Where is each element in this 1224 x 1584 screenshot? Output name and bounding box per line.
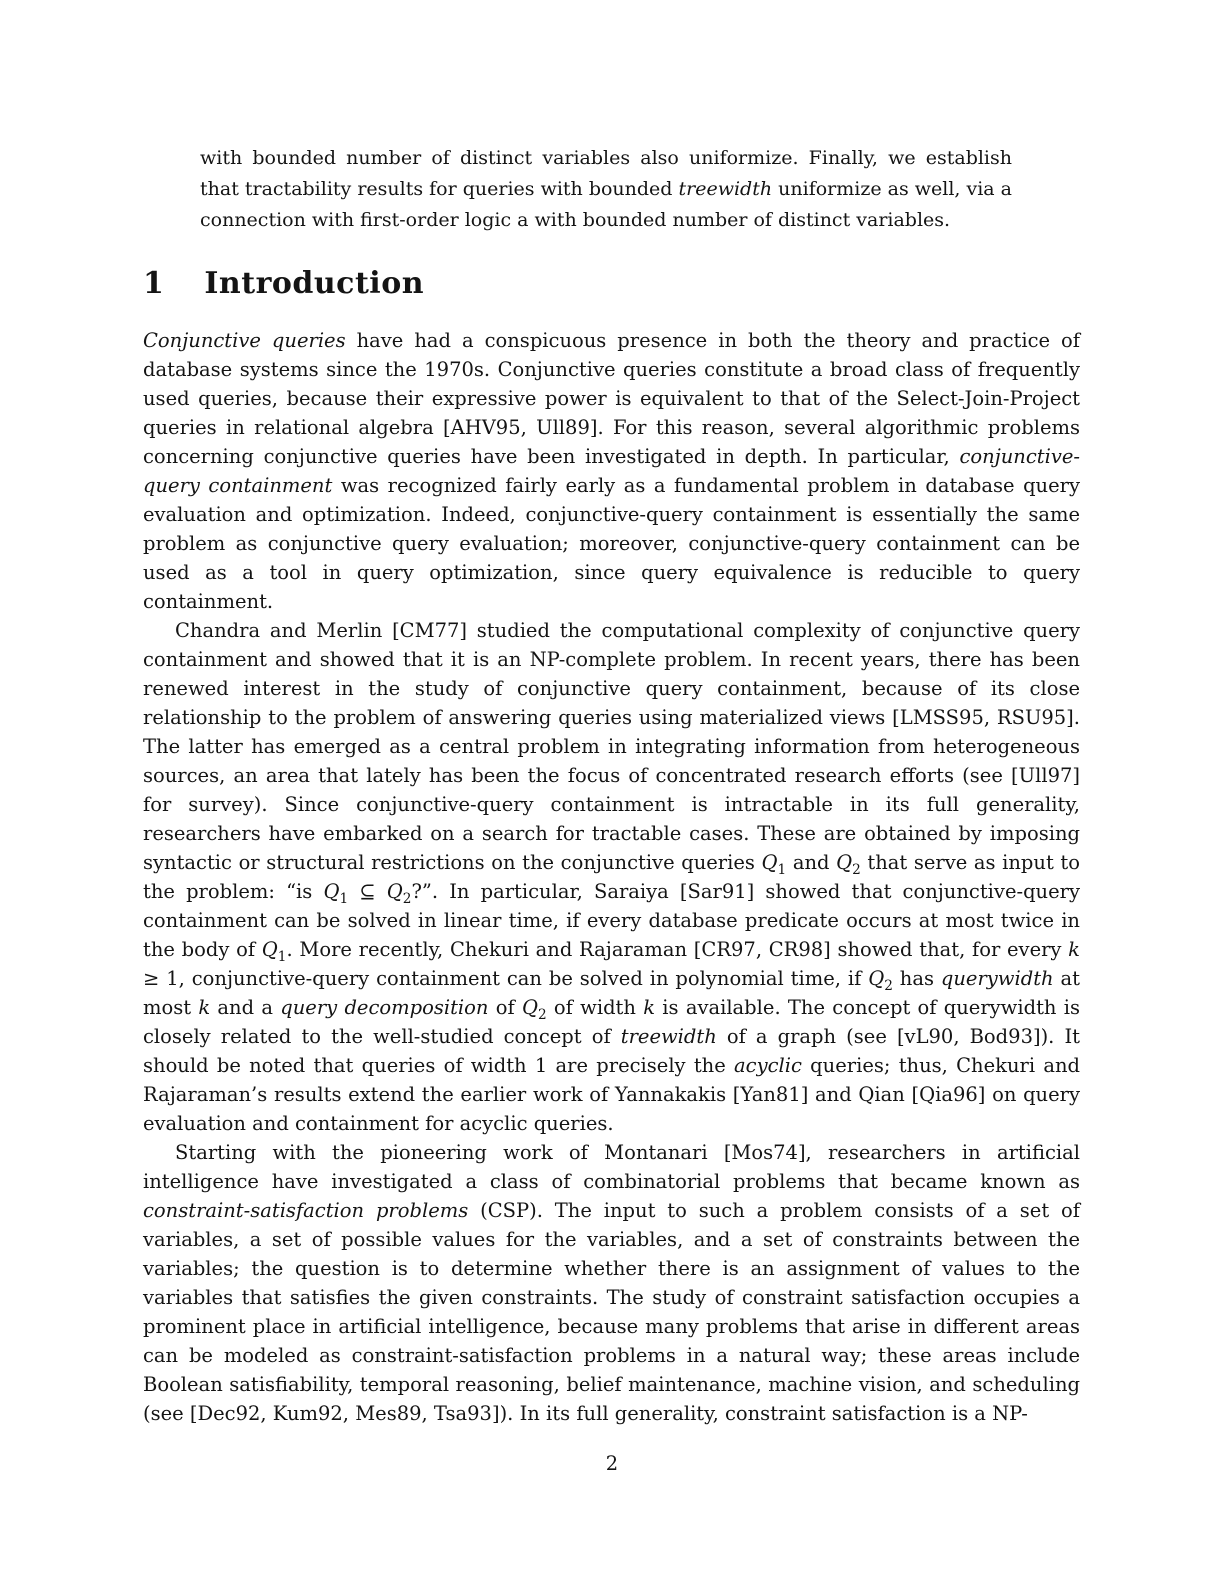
italic-text: k — [198, 996, 211, 1019]
paragraph — [143, 616, 1080, 1138]
text-run: at most — [143, 967, 1080, 1019]
text-run: have had a conspicuous presence in both the theory and practice of database systems since the 1970s. Conjunctive queries constitute a broad class of frequently used queries, because their expressive power is equivalent to that of the Select-Join-Project queries in relational algebra [AHV95, Ull89]. For this reason, several algorithmic problems concerning conjunctive queries have been investigated in depth. In particular, — [143, 329, 1080, 468]
italic-text: constraint-satisfaction problems — [143, 1199, 469, 1222]
section-title: Introduction — [204, 266, 425, 301]
italic-text: Q — [386, 880, 403, 903]
text-run: and — [786, 851, 837, 874]
text-run: ?”. In particular, Saraiya [Sar91] showed that conjunctive-query containment can be solved in linear time, if every database predicate occurs at most twice in the body of — [143, 880, 1080, 961]
italic-text: k — [643, 996, 656, 1019]
italic-text: treewidth — [620, 1025, 717, 1048]
text-run: uniformize as well, via a connection with first-order logic a with bounded number of distinct variables. — [200, 178, 1013, 231]
italic-text: Conjunctive queries — [143, 329, 346, 352]
text-run: with bounded number of distinct variables also uniformize. Finally, we establish that tractability results for queries with bounded — [200, 147, 1012, 200]
italic-text: Q — [521, 996, 538, 1019]
text-run: of a graph (see [vL90, Bod93]). It should be noted that queries of width 1 are precisely the — [143, 1025, 1081, 1077]
italic-text: Q — [836, 851, 853, 874]
italic-text: querywidth — [940, 967, 1054, 990]
text-run: of width — [546, 996, 644, 1019]
subscript: 1 — [339, 890, 349, 907]
italic-text: k — [1068, 938, 1080, 961]
paragraph — [143, 1138, 1080, 1428]
text-run: ≥ 1, conjunctive-query containment can be solved in polynomial time, if — [143, 967, 869, 990]
text-run: Starting with the pioneering work of Montanari [Mos74], researchers in artificial intelligence have investigated a class of combinatorial problems that became known as — [143, 1141, 1080, 1193]
italic-text: treewidth — [678, 178, 773, 200]
text-run: and a — [210, 996, 281, 1019]
subscript: 2 — [537, 1006, 547, 1023]
italic-text: Q — [261, 938, 278, 961]
italic-text: Q — [868, 967, 885, 990]
introduction-body — [143, 326, 1080, 1428]
text-run: has — [892, 967, 941, 990]
page-number: 2 — [605, 1452, 619, 1475]
italic-text: conjunctive-query containment — [143, 445, 1080, 497]
section-heading — [143, 266, 424, 301]
subscript: 1 — [777, 861, 787, 878]
text-run: is available. The concept of querywidth is closely related to the well-studied concept of — [143, 996, 1080, 1048]
italic-text: Q — [761, 851, 778, 874]
text-run: of — [488, 996, 522, 1019]
subscript: 1 — [277, 948, 287, 965]
text-run: queries; thus, Chekuri and Rajaraman’s results extend the earlier work of Yannakakis [Yan81] and Qian [Qia96] on query evaluation and containment for acyclic queries. — [143, 1054, 1080, 1135]
italic-text: acyclic — [734, 1054, 802, 1077]
subscript: 2 — [402, 890, 412, 907]
section-number: 1 — [143, 266, 165, 301]
italic-text: Q — [323, 880, 340, 903]
text-run: (CSP). The input to such a problem consists of a set of variables, a set of possible values for the variables, and a set of constraints between the variables; the question is to determine whether there is an assignment of values to the variables that satisfies the given constraints. The study of constraint satisfaction occupies a prominent place in artificial intelligence, because many problems that arise in different areas can be modeled as constraint-satisfaction problems in a natural way; these areas include Boolean satisfiability, temporal reasoning, belief maintenance, machine vision, and scheduling (see [Dec92, Kum92, Mes89, Tsa93]). In its full generality, constraint satisfaction is a NP- — [143, 1199, 1080, 1425]
abstract-continuation — [200, 143, 1012, 236]
text-run: ⊆ — [348, 880, 387, 903]
text-run: Chandra and Merlin [CM77] studied the computational complexity of conjunctive query containment and showed that it is an NP-complete problem. In recent years, there has been renewed interest in the study of conjunctive query containment, because of its close relationship to the problem of answering queries using materialized views [LMSS95, RSU95]. The latter has emerged as a central problem in integrating information from heterogeneous sources, an area that lately has been the focus of concentrated research efforts (see [Ull97] for survey). Since conjunctive-query containment is intractable in its full generality, researchers have embarked on a search for tractable cases. These are obtained by imposing syntactic or structural restrictions on the conjunctive queries — [143, 619, 1080, 874]
italic-text: query decomposition — [280, 996, 489, 1019]
text-run: was recognized fairly early as a fundamental problem in database query evaluation and optimization. Indeed, conjunctive-query containment is essentially the same problem as conjunctive query evaluation; moreover, conjunctive-query containment can be used as a tool in query optimization, since query equivalence is reducible to query containment. — [143, 474, 1080, 613]
subscript: 2 — [852, 861, 861, 878]
subscript: 2 — [884, 977, 893, 994]
text-run: that serve as input to the problem: “is — [143, 851, 1080, 903]
paragraph — [143, 326, 1080, 616]
text-run: . More recently, Chekuri and Rajaraman [CR97, CR98] showed that, for every — [286, 938, 1069, 961]
